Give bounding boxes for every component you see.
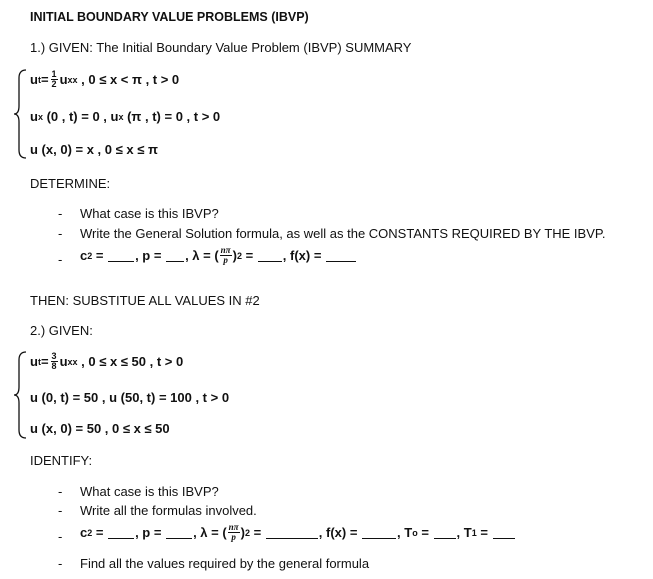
problem1-heading: 1.) GIVEN: The Initial Boundary Value Problem (IBVP) SUMMARY: [30, 40, 412, 55]
c-squared-blank: [108, 527, 134, 539]
document-title: INITIAL BOUNDARY VALUE PROBLEMS (IBVP): [30, 10, 309, 24]
problem2-bullet4: Find all the values required by the general formula: [80, 556, 370, 571]
fx-blank: [326, 250, 356, 262]
p-blank: [166, 527, 192, 539]
identify-label: IDENTIFY:: [30, 453, 93, 468]
bullet-dash: -: [58, 484, 63, 499]
bullet-dash: -: [58, 226, 63, 241]
c-squared-blank: [108, 250, 134, 262]
bullet-dash: -: [58, 206, 63, 221]
problem1-initial-condition: u (x, 0) = x , 0 ≤ x ≤ π: [30, 142, 158, 157]
lambda-blank: [266, 527, 318, 539]
problem1-constants-line: c 2 = , p = , λ = ( $\frac{n\pi}{p}$ ) 2 = , f(x) =: [80, 246, 357, 265]
problem2-pde: u t = $\frac{3}{8}$ u xx , 0 ≤ x ≤ 50 , t > 0: [30, 351, 184, 371]
p-blank: [166, 250, 184, 262]
bullet-dash: -: [58, 556, 63, 571]
lambda-fraction: $\frac{n\pi}{p}$: [220, 245, 231, 265]
problem2-heading: 2.) GIVEN:: [30, 323, 93, 338]
problem2-bullet2: Write all the formulas involved.: [80, 503, 257, 518]
lambda-blank: [258, 250, 282, 262]
problem2-bullet1: What case is this IBVP?: [80, 484, 219, 499]
problem1-pde: u t = $\frac{1}{2}$ u xx , 0 ≤ x < π , t > 0: [30, 69, 180, 89]
determine-label: DETERMINE:: [30, 176, 111, 191]
problem2-constants-line: c 2 = , p = , λ = ( $\frac{n\pi}{p}$ ) 2 = , f(x) = , T o = , T 1 =: [80, 523, 516, 542]
bullet-dash: -: [58, 503, 63, 518]
t1-blank: [493, 527, 515, 539]
problem1-coefficient-fraction: $\frac{1}{2}$: [51, 69, 57, 89]
problem1-bullet1: What case is this IBVP?: [80, 206, 219, 221]
problem1-brace: [12, 68, 28, 160]
problem2-brace: [12, 350, 28, 440]
problem1-boundary-conditions: u x (0 , t) = 0 , u x (π , t) = 0 , t > 0: [30, 109, 221, 124]
t0-blank: [434, 527, 456, 539]
problem2-initial-condition: u (x, 0) = 50 , 0 ≤ x ≤ 50: [30, 421, 170, 436]
bullet-dash: -: [58, 529, 63, 544]
lambda-fraction: $\frac{n\pi}{p}$: [228, 522, 239, 542]
bullet-dash: -: [58, 252, 63, 267]
fx-blank: [362, 527, 396, 539]
problem2-boundary-conditions: u (0, t) = 50 , u (50, t) = 100 , t > 0: [30, 390, 230, 405]
then-instruction: THEN: SUBSTITUE ALL VALUES IN #2: [30, 293, 260, 308]
problem1-bullet2: Write the General Solution formula, as well as the CONSTANTS REQUIRED BY THE IBVP.: [80, 226, 606, 241]
problem2-coefficient-fraction: $\frac{3}{8}$: [51, 351, 57, 371]
